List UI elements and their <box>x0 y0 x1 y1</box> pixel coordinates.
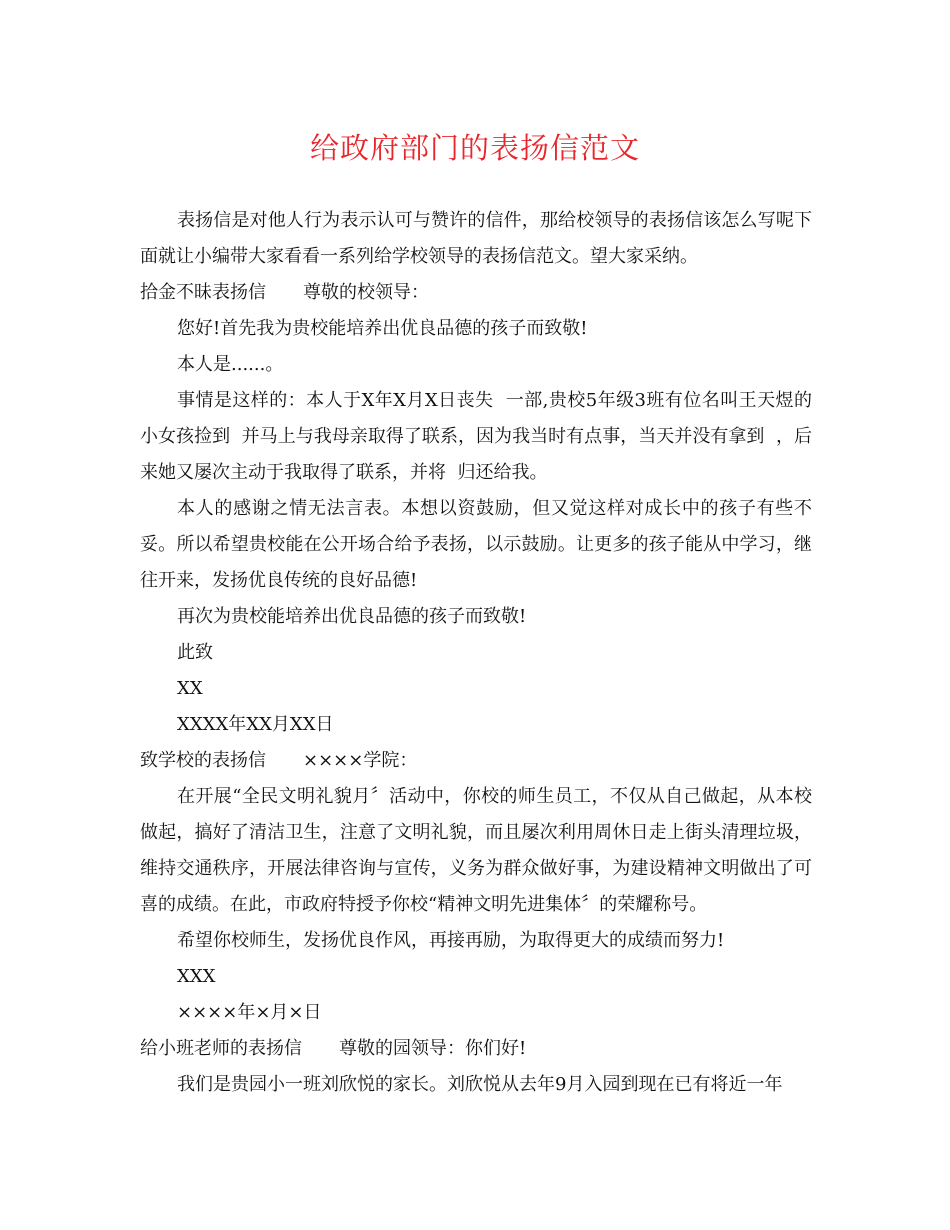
letter2-salutation: ××××学院： <box>303 750 418 771</box>
letter1-paragraph-4: 本人的感谢之情无法言表。本想以资鼓励，但又觉这样对成长中的孩子有些不妥。所以希望贵校能在公开场合给予表扬，以示鼓励。让更多的孩子能从中学习，继往开来，发扬优良传统的良好品德! <box>140 498 812 591</box>
letter2-paragraph-1: 在开展“全民文明礼貌月〞活动中，你校的师生员工，不仅从自己做起，从本校做起，搞好了清洁卫生，注意了文明礼貌，而且屡次利用周休日走上街头清理垃圾，维持交通秩序，开展法律咨询与宣传，义务为群众做好事，为建设精神文明做出了可喜的成绩。在此，市政府特授予你校“精神文明先进集体〞的荣耀称号。 <box>140 786 812 915</box>
letter2-heading-line <box>140 743 812 779</box>
letter1-paragraph-5: 再次为贵校能培养出优良品德的孩子而致敬! <box>177 606 527 627</box>
letter3-paragraph-1: 我们是贵园小一班刘欣悦的家长。刘欣悦从去年9月入园到现在已有将近一年 <box>177 1074 783 1095</box>
document-body <box>140 203 812 1103</box>
letter3-heading-line <box>140 1031 812 1067</box>
document-title: 给政府部门的表扬信范文 <box>309 131 640 165</box>
letter3-heading: 给小班老师的表扬信 <box>140 1038 302 1059</box>
letter1-heading-line <box>140 275 812 311</box>
letter2-signer: XXX <box>177 966 216 987</box>
letter2-date: ××××年×月×日 <box>177 1002 322 1023</box>
letter1-signer: XX <box>177 678 203 699</box>
letter2-heading: 致学校的表扬信 <box>140 750 266 771</box>
letter1-closing: 此致 <box>177 642 213 663</box>
letter1-paragraph-1: 您好!首先我为贵校能培养出优良品德的孩子而致敬! <box>177 318 588 339</box>
letter1-paragraph-3: 事情是这样的：本人于X年X月X日丧失 一部,贵校5年级3班有位名叫王天煜的小女孩捡到 并马上与我母亲取得了联系，因为我当时有点事，当天并没有拿到 ，后来她又屡次主动于我取得了联系，并将 归还给我。 <box>140 390 812 483</box>
letter1-salutation: 尊敬的校领导： <box>303 282 429 303</box>
letter1-date: XXXX年XX月XX日 <box>177 714 334 735</box>
intro-paragraph: 表扬信是对他人行为表示认可与赞许的信件，那给校领导的表扬信该怎么写呢下面就让小编带大家看看一系列给学校领导的表扬信范文。望大家采纳。 <box>140 210 812 267</box>
letter3-salutation: 尊敬的园领导：你们好! <box>339 1038 527 1059</box>
letter1-paragraph-2: 本人是......。 <box>177 354 284 375</box>
letter1-heading: 拾金不昧表扬信 <box>140 282 266 303</box>
letter2-paragraph-2: 希望你校师生，发扬优良作风，再接再励，为取得更大的成绩而努力! <box>177 930 725 951</box>
